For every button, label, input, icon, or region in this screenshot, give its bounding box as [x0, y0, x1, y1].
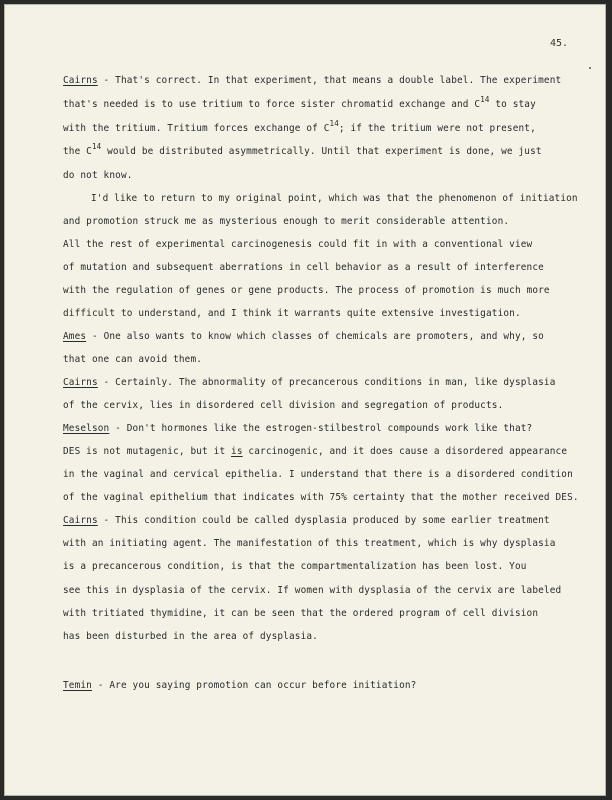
text-line: has been disturbed in the area of dysplasia.	[63, 631, 318, 642]
speaker-name: Cairns	[63, 377, 98, 388]
text-line: difficult to understand, and I think it warrants quite extensive investigation.	[63, 308, 521, 319]
line-text: - One also wants to know which classes of chemicals are promoters, and why, so	[86, 331, 544, 342]
text-line	[63, 446, 567, 458]
text-line	[63, 377, 556, 389]
text-line	[63, 75, 561, 87]
document-page	[4, 4, 606, 796]
text-line: with tritiated thymidine, it can be seen that the ordered program of cell division	[63, 608, 539, 619]
text-line: do not know.	[63, 170, 133, 181]
line-text: would be distributed asymmetrically. Until that experiment is done, we just	[101, 146, 542, 157]
text-line: with the regulation of genes or gene products. The process of promotion is much more	[63, 285, 550, 296]
line-text: carcinogenic, and it does cause a disordered appearance	[242, 446, 568, 457]
line-text: DES is not mutagenic, but it	[63, 446, 232, 457]
page-number: 45.	[550, 38, 569, 49]
text-line: I'd like to return to my original point, which was that the phenomenon of initiation	[91, 193, 578, 204]
line-text: ; if the tritium were not present,	[338, 123, 536, 134]
line-text: - Are you saying promotion can occur before initiation?	[91, 680, 417, 691]
line-text: - Don't hormones like the estrogen-stilbestrol compounds work like that?	[109, 423, 533, 434]
superscript: 14	[91, 142, 102, 151]
line-text: - Certainly. The abnormality of precancerous conditions in man, like dysplasia	[97, 377, 556, 388]
text-line: that one can avoid them.	[63, 354, 203, 365]
line-text: that's needed is to use tritium to force sister chromatid exchange and C	[63, 99, 481, 110]
text-line: of the vaginal epithelium that indicates with 75% certainty that the mother received DES.	[63, 492, 579, 503]
text-line: in the vaginal and cervical epithelia. I understand that there is a disordered condition	[63, 469, 573, 480]
line-text: with the tritium. Tritium forces exchange of C	[63, 123, 330, 134]
text-line	[63, 119, 536, 135]
text-line: is a precancerous condition, is that the compartmentalization has been lost. You	[63, 561, 527, 572]
speaker-name: Temin	[63, 680, 92, 691]
speaker-name: Cairns	[63, 75, 98, 86]
text-line	[63, 515, 550, 527]
text-line: see this in dysplasia of the cervix. If women with dysplasia of the cervix are labeled	[63, 585, 562, 596]
text-line	[63, 423, 532, 435]
text-line: All the rest of experimental carcinogenesis could fit in with a conventional view	[63, 239, 533, 250]
text-line: of mutation and subsequent aberrations in cell behavior as a result of interference	[63, 262, 544, 273]
text-line: with an initiating agent. The manifestation of this treatment, which is why dysplasia	[63, 538, 556, 549]
text-line: of the cervix, lies in disordered cell division and segregation of products.	[63, 400, 504, 411]
speaker-name: Meselson	[63, 423, 110, 434]
text-line	[63, 331, 544, 343]
emphasis-text: is	[231, 446, 243, 457]
superscript: 14	[480, 95, 490, 104]
text-line	[63, 95, 536, 111]
text-line: and promotion struck me as mysterious enough to merit considerable attention.	[63, 216, 510, 227]
text-line	[63, 142, 542, 158]
line-text: the C	[63, 146, 92, 157]
line-text: to stay	[489, 99, 536, 110]
line-text: - That's correct. In that experiment, that means a double label. The experiment	[97, 75, 562, 86]
ink-mark	[589, 67, 591, 69]
superscript: 14	[329, 119, 339, 128]
text-line	[63, 680, 416, 692]
speaker-name: Cairns	[63, 515, 98, 526]
speaker-name: Ames	[63, 331, 87, 342]
line-text: - This condition could be called dysplasia produced by some earlier treatment	[97, 515, 550, 526]
